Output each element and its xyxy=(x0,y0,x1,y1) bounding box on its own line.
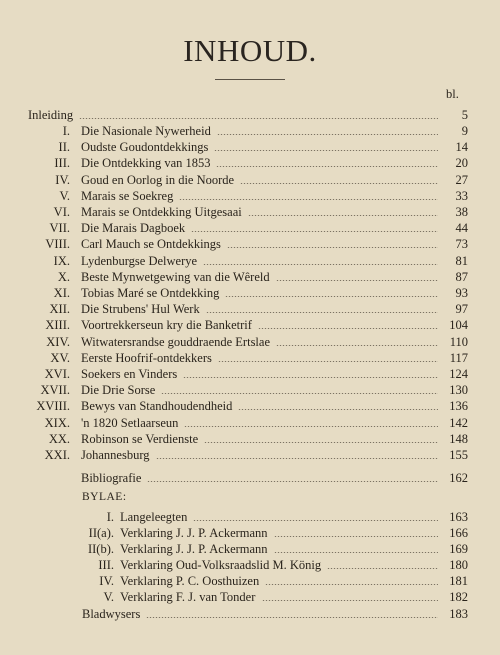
toc-entry-appendix xyxy=(0,541,500,557)
entry-page-number: 166 xyxy=(449,526,468,540)
toc-entry-chapter xyxy=(0,447,500,463)
dot-leader xyxy=(147,481,438,482)
dot-leader xyxy=(203,264,438,265)
toc-entry-chapter xyxy=(0,285,500,301)
entry-number: II. xyxy=(58,140,70,155)
entry-number: VII. xyxy=(49,221,70,236)
entry-label: Verklaring J. J. P. Ackermann xyxy=(120,526,268,540)
dot-leader xyxy=(79,118,438,119)
page-column-heading: bl. xyxy=(446,87,459,101)
entry-page-number: 81 xyxy=(455,253,468,268)
entry-number: XI. xyxy=(53,286,70,300)
entry-page-number: 38 xyxy=(455,205,468,219)
entry-number: IX. xyxy=(53,253,70,268)
dot-leader xyxy=(156,458,438,459)
entry-label: Oudste Goudontdekkings xyxy=(81,140,209,155)
dot-leader xyxy=(179,199,438,200)
dot-leader xyxy=(146,617,438,618)
dot-leader xyxy=(184,426,438,427)
entry-page-number: 124 xyxy=(449,367,468,381)
entry-page-number: 117 xyxy=(449,350,468,365)
entry-page-number: 87 xyxy=(455,269,468,284)
entry-label: Verklaring Oud-Volksraadslid M. König xyxy=(120,558,322,572)
entry-page-number: 183 xyxy=(449,607,468,621)
entry-label: Beste Mynwetgewing van die Wêreld xyxy=(81,269,270,284)
entry-page-number: 142 xyxy=(449,415,468,430)
entry-label: Die Nasionale Nywerheid xyxy=(81,124,211,138)
entry-page-number: 44 xyxy=(455,221,468,236)
toc-entry-chapter xyxy=(0,269,500,285)
toc-entry-appendix xyxy=(0,509,500,525)
entry-page-number: 14 xyxy=(455,140,468,155)
dot-leader xyxy=(214,150,438,151)
entry-label: Lydenburgse Delwerye xyxy=(81,253,198,268)
dot-leader xyxy=(227,247,438,248)
entry-number: IV. xyxy=(55,172,70,187)
dot-leader xyxy=(274,552,438,553)
entry-label: Eerste Hoofrif-ontdekkers xyxy=(81,350,212,365)
entry-label: Robinson se Verdienste xyxy=(81,431,199,446)
toc-entry-appendix xyxy=(0,525,500,541)
dot-leader xyxy=(191,231,438,232)
entry-page-number: 148 xyxy=(449,431,468,446)
dot-leader xyxy=(238,409,438,410)
toc-entry-chapter xyxy=(0,350,500,366)
entry-page-number: 20 xyxy=(455,156,468,171)
toc-entry-index xyxy=(0,606,500,622)
entry-number: IV. xyxy=(99,574,114,588)
entry-label: Carl Mauch se Ontdekkings xyxy=(81,237,221,252)
toc-entry-appendix xyxy=(0,573,500,589)
entry-number: III. xyxy=(54,156,70,171)
entry-number: XXI. xyxy=(44,448,70,462)
toc-entry-chapter xyxy=(0,398,500,414)
entry-label: Langeleegten xyxy=(120,510,188,524)
entry-page-number: 169 xyxy=(449,542,468,556)
entry-page-number: 155 xyxy=(449,448,468,462)
entry-label: Bewys van Standhoudendheid xyxy=(81,399,233,414)
entry-number: VI. xyxy=(53,205,70,219)
entry-number: III. xyxy=(98,558,114,572)
entry-label: Soekers en Vinders xyxy=(81,367,178,381)
entry-page-number: 110 xyxy=(449,334,468,349)
toc-entry-chapter xyxy=(0,366,500,382)
entry-label: Bladwysers xyxy=(82,607,141,621)
toc-entry-chapter xyxy=(0,415,500,431)
entry-label: Goud en Oorlog in die Noorde xyxy=(81,172,235,187)
dot-leader xyxy=(206,312,438,313)
dot-leader xyxy=(225,296,438,297)
dot-leader xyxy=(258,328,438,329)
dot-leader xyxy=(218,361,438,362)
dot-leader xyxy=(265,584,438,585)
dot-leader xyxy=(240,183,438,184)
entry-number: XII. xyxy=(49,302,70,317)
toc-entry-chapter xyxy=(0,317,500,333)
entry-number: II(b). xyxy=(87,542,114,556)
entry-page-number: 136 xyxy=(449,399,468,414)
entry-number: I. xyxy=(62,124,70,138)
entry-label: Die Strubens' Hul Werk xyxy=(81,302,200,317)
dot-leader xyxy=(204,442,438,443)
entry-label: Verklaring P. C. Oosthuizen xyxy=(120,574,260,588)
entry-label: Witwatersrandse gouddraende Ertslae xyxy=(81,334,271,349)
dot-leader xyxy=(248,215,438,216)
entry-label: Die Marais Dagboek xyxy=(81,221,186,236)
toc-entry-chapter xyxy=(0,220,500,236)
toc-entry-chapter xyxy=(0,301,500,317)
entry-number: I. xyxy=(106,510,114,524)
entry-label: Inleiding xyxy=(28,108,74,122)
dot-leader xyxy=(193,520,438,521)
entry-label: Bibliografie xyxy=(81,471,142,485)
entry-label: Voortrekkerseun kry die Banketrif xyxy=(81,318,252,333)
entry-number: XIX. xyxy=(44,415,70,430)
entry-page-number: 182 xyxy=(449,590,468,604)
entry-page-number: 93 xyxy=(455,286,468,300)
entry-page-number: 130 xyxy=(449,383,468,398)
entry-number: V. xyxy=(59,188,70,203)
dot-leader xyxy=(274,536,438,537)
entry-number: XVI. xyxy=(44,367,70,381)
entry-label: Die Ontdekking van 1853 xyxy=(81,156,211,171)
toc-entry-chapter xyxy=(0,172,500,188)
entry-page-number: 180 xyxy=(449,558,468,572)
entry-label: Tobias Maré se Ontdekking xyxy=(81,286,220,300)
entry-page-number: 5 xyxy=(461,108,468,122)
page-title: INHOUD. xyxy=(183,33,317,68)
entry-label: Johannesburg xyxy=(81,448,150,462)
entry-page-number: 97 xyxy=(455,302,468,317)
entry-page-number: 9 xyxy=(461,124,468,138)
entry-number: XVIII. xyxy=(36,399,70,414)
dot-leader xyxy=(216,166,438,167)
toc-entry-intro xyxy=(0,107,500,123)
entry-page-number: 73 xyxy=(455,237,468,252)
entry-number: II(a). xyxy=(88,526,114,540)
toc-entry-appendix xyxy=(0,589,500,605)
toc-entry-chapter xyxy=(0,155,500,171)
title-rule xyxy=(215,79,285,80)
dot-leader xyxy=(276,345,438,346)
toc-entry-chapter xyxy=(0,382,500,398)
entry-number: V. xyxy=(103,590,114,604)
toc-entry-chapter xyxy=(0,236,500,252)
entry-label: Marais se Ontdekking Uitgesaai xyxy=(81,205,242,219)
entry-label: Verklaring F. J. van Tonder xyxy=(120,590,256,604)
toc-entry-chapter xyxy=(0,253,500,269)
entry-label: Marais se Soekreg xyxy=(81,188,174,203)
dot-leader xyxy=(327,568,438,569)
entry-label: Die Drie Sorse xyxy=(81,383,156,398)
entry-number: XIII. xyxy=(45,318,70,333)
entry-label: 'n 1820 Setlaarseun xyxy=(81,415,179,430)
entry-page-number: 163 xyxy=(449,510,468,524)
entry-number: VIII. xyxy=(45,237,70,252)
toc-entry-bibliography xyxy=(0,470,500,486)
entry-page-number: 181 xyxy=(449,574,468,588)
toc-entry-chapter xyxy=(0,188,500,204)
entry-page-number: 33 xyxy=(455,188,468,203)
toc-entry-chapter xyxy=(0,123,500,139)
entry-number: XVII. xyxy=(40,383,70,398)
dot-leader xyxy=(262,600,438,601)
dot-leader xyxy=(217,134,438,135)
entry-number: X. xyxy=(57,269,70,284)
toc-entry-chapter xyxy=(0,139,500,155)
dot-leader xyxy=(161,393,438,394)
toc-entry-chapter xyxy=(0,431,500,447)
toc-entry-appendix xyxy=(0,557,500,573)
toc-entry-chapter xyxy=(0,334,500,350)
entry-number: XX. xyxy=(48,431,70,446)
entry-number: XIV. xyxy=(46,334,70,349)
entry-page-number: 104 xyxy=(449,318,468,333)
toc-entry-chapter xyxy=(0,204,500,220)
entry-number: XV. xyxy=(50,350,70,365)
dot-leader xyxy=(276,280,438,281)
entry-label: Verklaring J. J. P. Ackermann xyxy=(120,542,268,556)
appendix-heading: BYLAE: xyxy=(82,491,127,503)
entry-page-number: 162 xyxy=(449,471,468,485)
dot-leader xyxy=(183,377,438,378)
entry-page-number: 27 xyxy=(455,172,468,187)
